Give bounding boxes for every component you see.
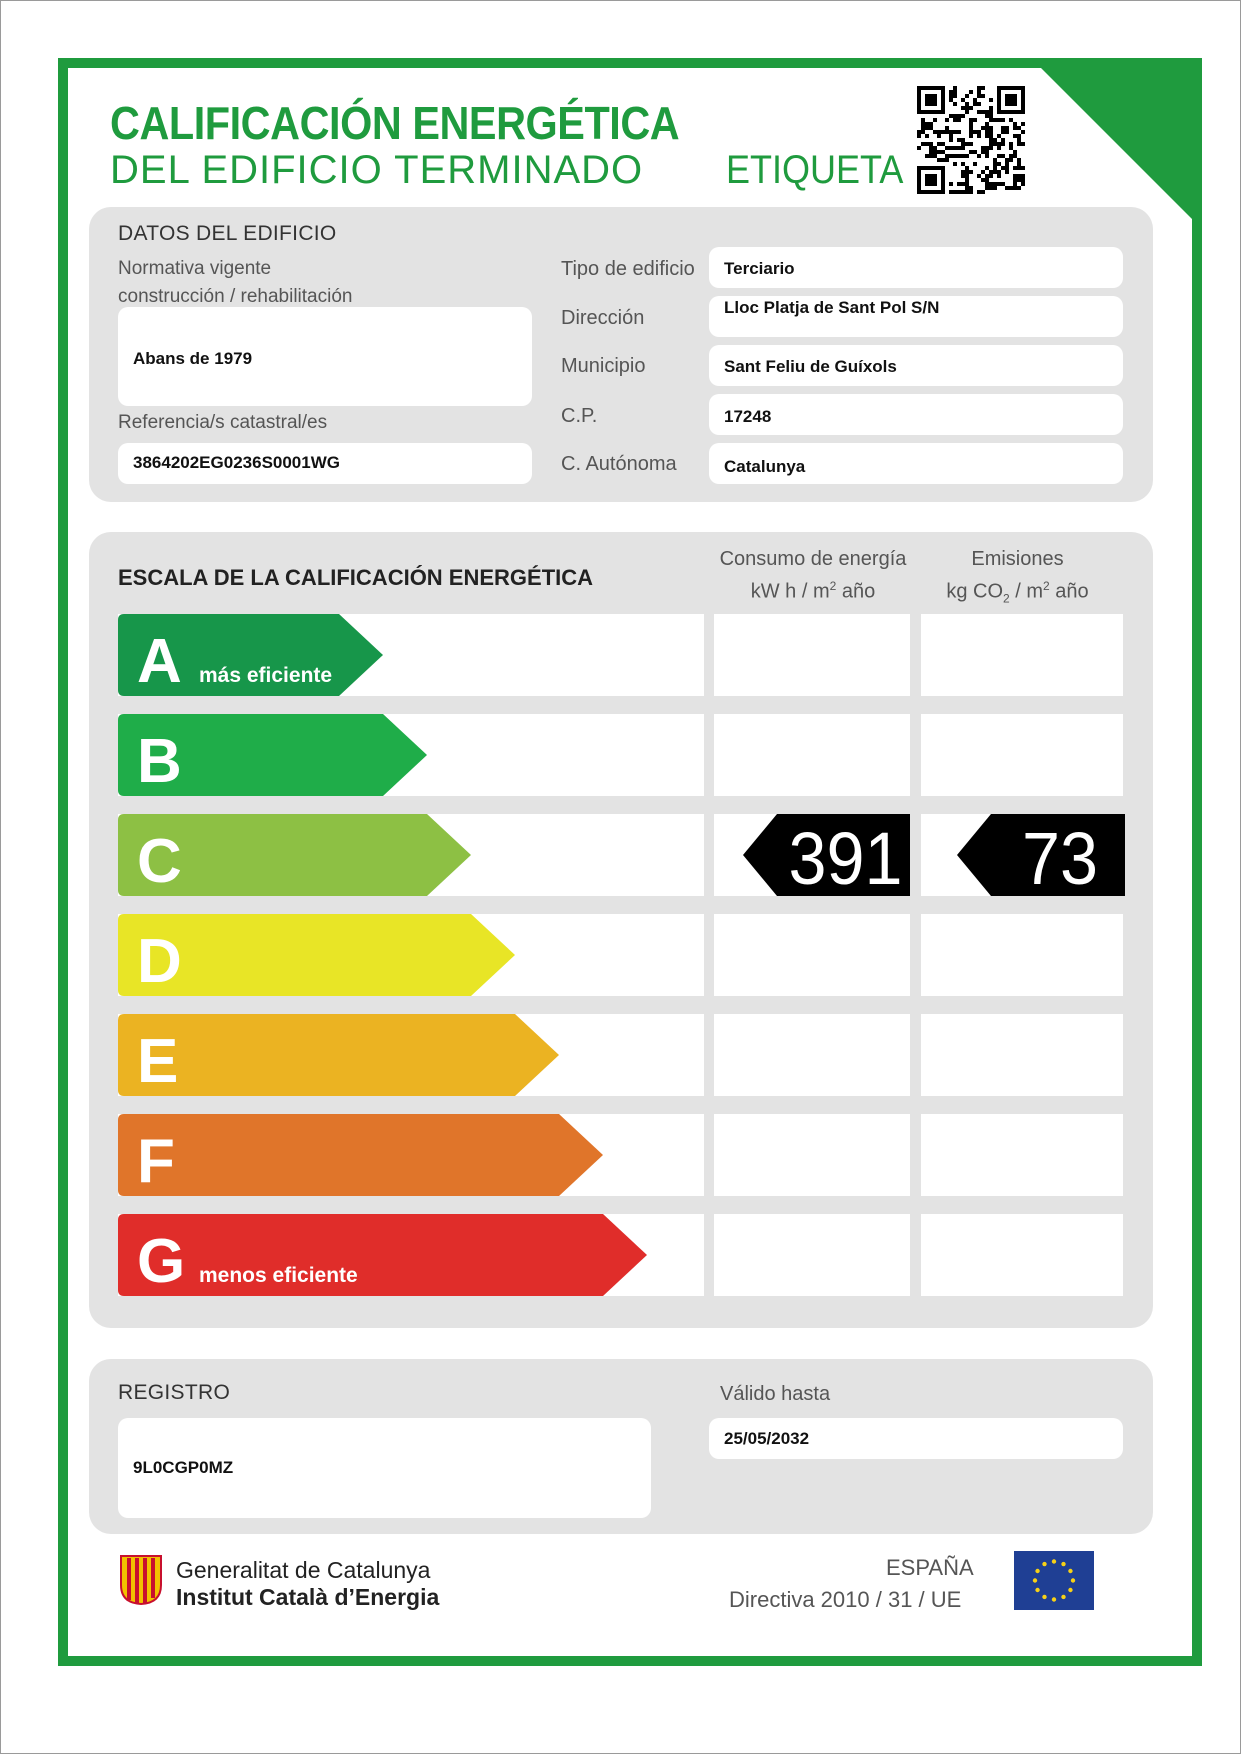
- tipo-value: Terciario: [709, 247, 1123, 288]
- org-line-2: Institut Català d’Energia: [176, 1584, 440, 1610]
- consumo-cell: [714, 1214, 910, 1296]
- rating-letter-e: E: [137, 1027, 179, 1096]
- eu-star: [1035, 1569, 1039, 1573]
- consumo-header-line-1: Consumo de energía: [719, 548, 907, 570]
- emisiones-cell: [921, 614, 1123, 696]
- rating-letter-g: G: [137, 1227, 186, 1296]
- rating-bar-e: [118, 1014, 559, 1096]
- eu-star: [1035, 1588, 1039, 1592]
- consumo-cell: [714, 614, 910, 696]
- eu-star: [1061, 1562, 1065, 1566]
- consumo-cell: [714, 1014, 910, 1096]
- title-line-2: DEL EDIFICIO TERMINADO: [110, 148, 644, 192]
- valido-label: Válido hasta: [720, 1383, 831, 1405]
- tipo-label: Tipo de edificio: [561, 258, 695, 280]
- direccion-label: Dirección: [561, 307, 645, 329]
- emisiones-cell: [921, 714, 1123, 796]
- etiqueta-word: ETIQUETA: [726, 148, 904, 192]
- title-line-1: CALIFICACIÓN ENERGÉTICA: [110, 97, 680, 149]
- org-line-1: Generalitat de Catalunya: [176, 1557, 431, 1583]
- emisiones-header-line-1: Emisiones: [971, 548, 1064, 570]
- direccion-value: Lloc Platja de Sant Pol S/N: [709, 296, 1123, 337]
- rating-letter-a: A: [137, 627, 182, 696]
- eu-star: [1071, 1578, 1075, 1582]
- emisiones-value: 73: [1022, 817, 1098, 900]
- cp-label: C.P.: [561, 405, 598, 427]
- normativa-label-2: construcción / rehabilitación: [118, 286, 353, 307]
- eu-star: [1042, 1562, 1046, 1566]
- autonoma-label: C. Autónoma: [561, 453, 677, 475]
- consumo-cell: [714, 714, 910, 796]
- emisiones-cell: [921, 914, 1123, 996]
- senyera-logo-icon: [120, 1555, 162, 1605]
- rating-letter-c: C: [137, 827, 182, 896]
- country: ESPAÑA: [886, 1555, 974, 1580]
- rating-letter-f: F: [137, 1127, 175, 1196]
- consumo-header-line-2: kW h / $m^2$ año: [750, 579, 876, 603]
- catastral-value: 3864202EG0236S0001WG: [118, 443, 532, 484]
- catastral-label: Referencia/s catastral/es: [118, 412, 328, 433]
- consumo-value: 391: [788, 817, 903, 900]
- rating-letter-b: B: [137, 727, 182, 796]
- rating-letter-d: D: [137, 927, 182, 996]
- rating-bar-g: [118, 1214, 647, 1296]
- municipio-value: Sant Feliu de Guíxols: [709, 345, 1123, 386]
- cp-value: 17248: [709, 394, 1123, 435]
- rating-bar-f: [118, 1114, 603, 1196]
- emisiones-header-line-2: kg $CO_2 / m^2$ año: [946, 579, 1089, 606]
- rating-caption: más eficiente: [199, 664, 333, 687]
- emisiones-cell: [921, 1114, 1123, 1196]
- rating-caption: menos eficiente: [199, 1264, 358, 1287]
- autonoma-value: Catalunya: [709, 443, 1123, 484]
- registro-section-title: REGISTRO: [118, 1381, 231, 1404]
- eu-flag-icon: [1014, 1551, 1094, 1610]
- eu-star: [1068, 1588, 1072, 1592]
- emisiones-cell: [921, 1214, 1123, 1296]
- emisiones-cell: [921, 1014, 1123, 1096]
- valido-value: 25/05/2032: [709, 1418, 1123, 1459]
- normativa-value: Abans de 1979: [118, 307, 532, 406]
- registro-value: 9L0CGP0MZ: [118, 1418, 651, 1518]
- eu-star: [1052, 1597, 1056, 1601]
- eu-star: [1061, 1595, 1065, 1599]
- eu-star: [1042, 1595, 1046, 1599]
- eu-star: [1068, 1569, 1072, 1573]
- eu-star: [1033, 1578, 1037, 1582]
- consumo-cell: [714, 1114, 910, 1196]
- consumo-cell: [714, 914, 910, 996]
- directive: Directiva 2010 / 31 / UE: [729, 1587, 962, 1612]
- building-section-title: DATOS DEL EDIFICIO: [118, 222, 337, 245]
- municipio-label: Municipio: [561, 355, 646, 377]
- normativa-label-1: Normativa vigente: [118, 258, 272, 279]
- scale-section-title: ESCALA DE LA CALIFICACIÓN ENERGÉTICA: [118, 565, 594, 590]
- eu-star: [1052, 1559, 1056, 1563]
